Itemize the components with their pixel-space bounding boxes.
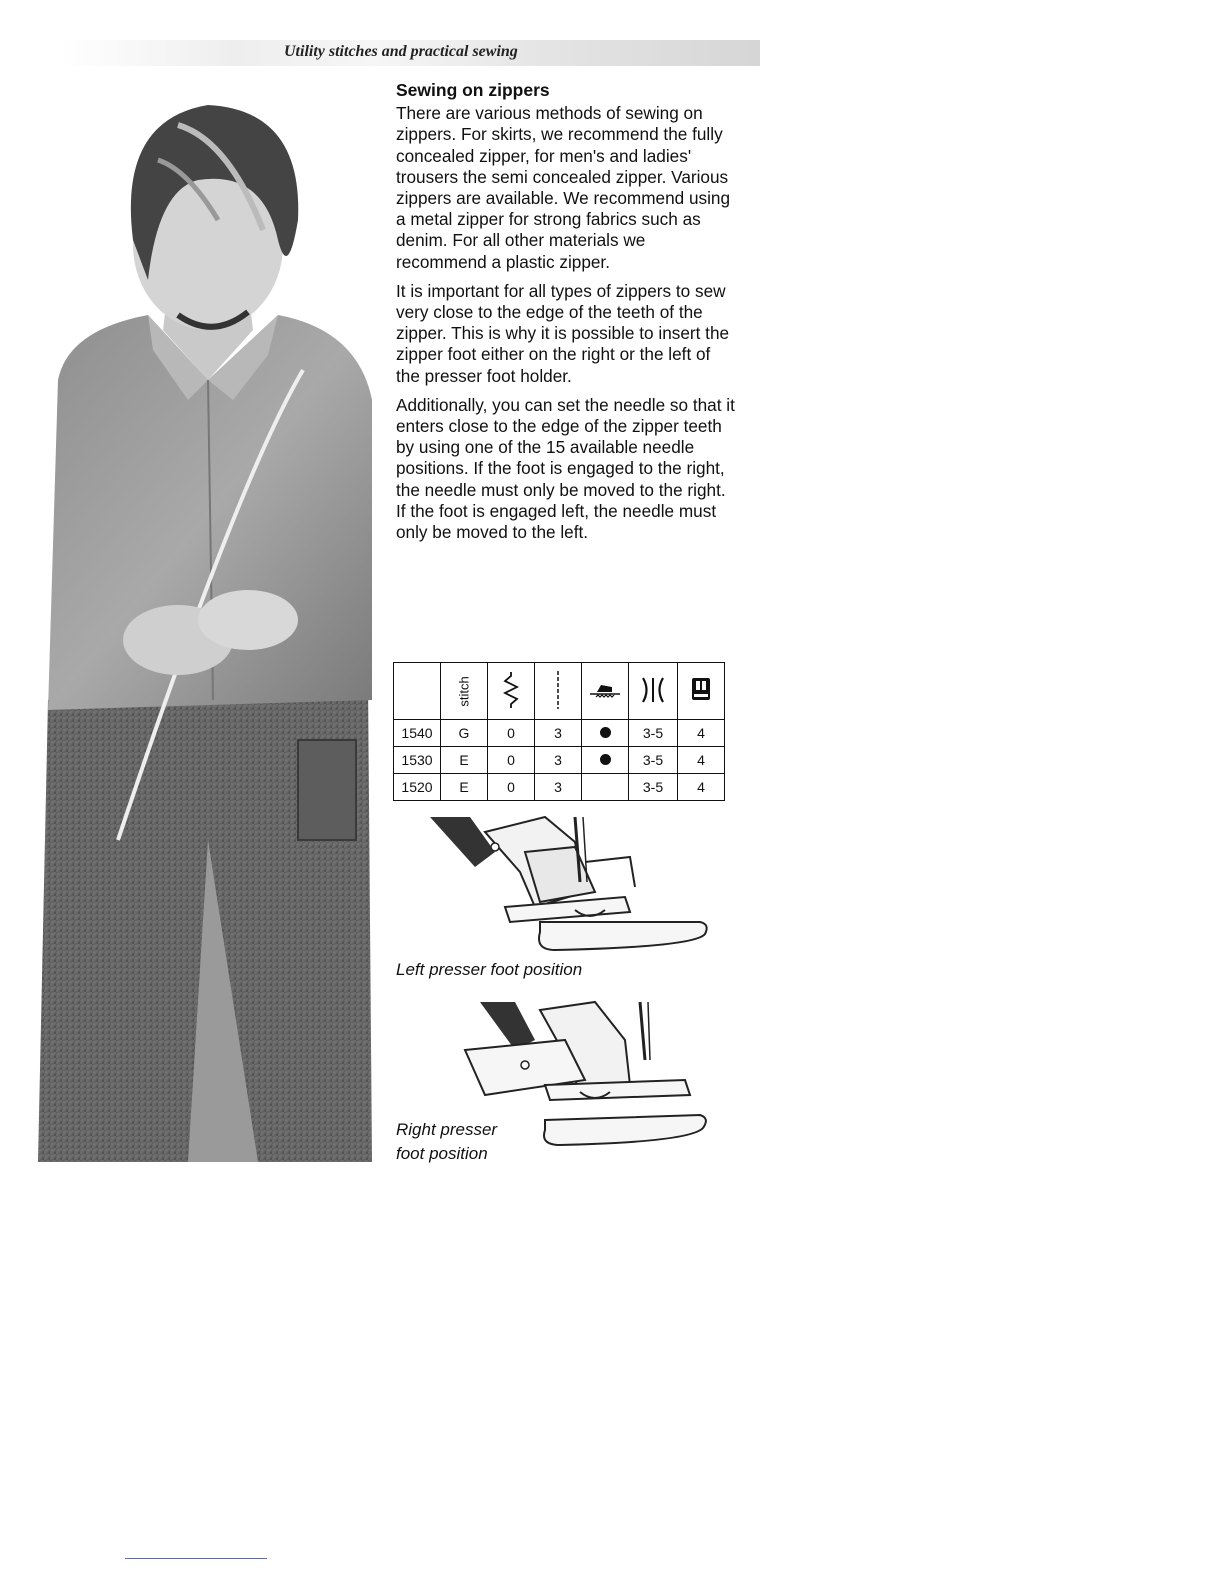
settings-table	[393, 662, 725, 801]
foot-cell: 4	[678, 747, 725, 774]
paragraph-3: Additionally, you can set the needle so that it enters close to the edge of the zipper teeth by using one of the 15 available needle positions. If the foot is engaged to the right, the needle must only be moved to the right. If the foot is engaged left, the needle must only be moved to the left.	[396, 394, 735, 543]
foot-cell: 4	[678, 720, 725, 747]
model-cell: 1520	[394, 774, 441, 801]
feed-dog-dot-icon	[600, 727, 611, 738]
tension-cell: 3-5	[629, 720, 678, 747]
feed-dog-cell	[582, 774, 629, 801]
thread-tension-icon	[629, 663, 678, 720]
width-cell: 0	[488, 774, 535, 801]
presser-foot-icon	[678, 663, 725, 720]
left-presser-foot-illustration	[425, 812, 715, 962]
paragraph-2: It is important for all types of zippers to sew very close to the edge of the teeth of the zipper. This is why it is possible to insert the zipper foot either on the right or the left of the presser foot holder.	[396, 280, 730, 386]
paragraph-1: There are various methods of sewing on zippers. For skirts, we recommend the fully concealed zipper, for men's and ladies' trousers the semi concealed zipper. Various zippers are available. We recommend using a metal zipper for strong fabrics such as denim. For all other materials we recommend a plastic zipper.	[396, 103, 731, 272]
tension-cell: 3-5	[629, 747, 678, 774]
feed-dog-icon	[582, 663, 629, 720]
settings-table-wrap	[393, 662, 725, 801]
right-caption-line-1: Right presser	[396, 1120, 498, 1139]
length-cell: 3	[535, 720, 582, 747]
width-cell: 0	[488, 720, 535, 747]
table-row	[394, 774, 725, 801]
text-column	[396, 80, 736, 551]
header-stitch-cell	[441, 663, 488, 720]
model-cell: 1530	[394, 747, 441, 774]
tension-cell: 3-5	[629, 774, 678, 801]
section-heading: Sewing on zippers	[396, 80, 550, 100]
stitch-width-icon	[488, 663, 535, 720]
foot-cell: 4	[678, 774, 725, 801]
stitch-cell: E	[441, 747, 488, 774]
table-header-row	[394, 663, 725, 720]
feed-dog-cell	[582, 747, 629, 774]
right-caption-line-2: foot position	[396, 1144, 488, 1163]
stitch-cell: E	[441, 774, 488, 801]
feed-dog-cell	[582, 720, 629, 747]
header-blank-cell	[394, 663, 441, 720]
width-cell: 0	[488, 747, 535, 774]
length-cell: 3	[535, 774, 582, 801]
footer-rule	[125, 1558, 267, 1559]
table-row	[394, 720, 725, 747]
page-header-title: Utility stitches and practical sewing	[284, 43, 518, 60]
woman-photo	[38, 80, 372, 1162]
stitch-cell: G	[441, 720, 488, 747]
stitch-label: stitch	[456, 676, 472, 707]
left-presser-foot-caption: Left presser foot position	[396, 960, 583, 979]
table-row	[394, 747, 725, 774]
stitch-length-icon	[535, 663, 582, 720]
right-presser-foot-caption	[396, 1118, 526, 1166]
model-cell: 1540	[394, 720, 441, 747]
feed-dog-dot-icon	[600, 754, 611, 765]
length-cell: 3	[535, 747, 582, 774]
